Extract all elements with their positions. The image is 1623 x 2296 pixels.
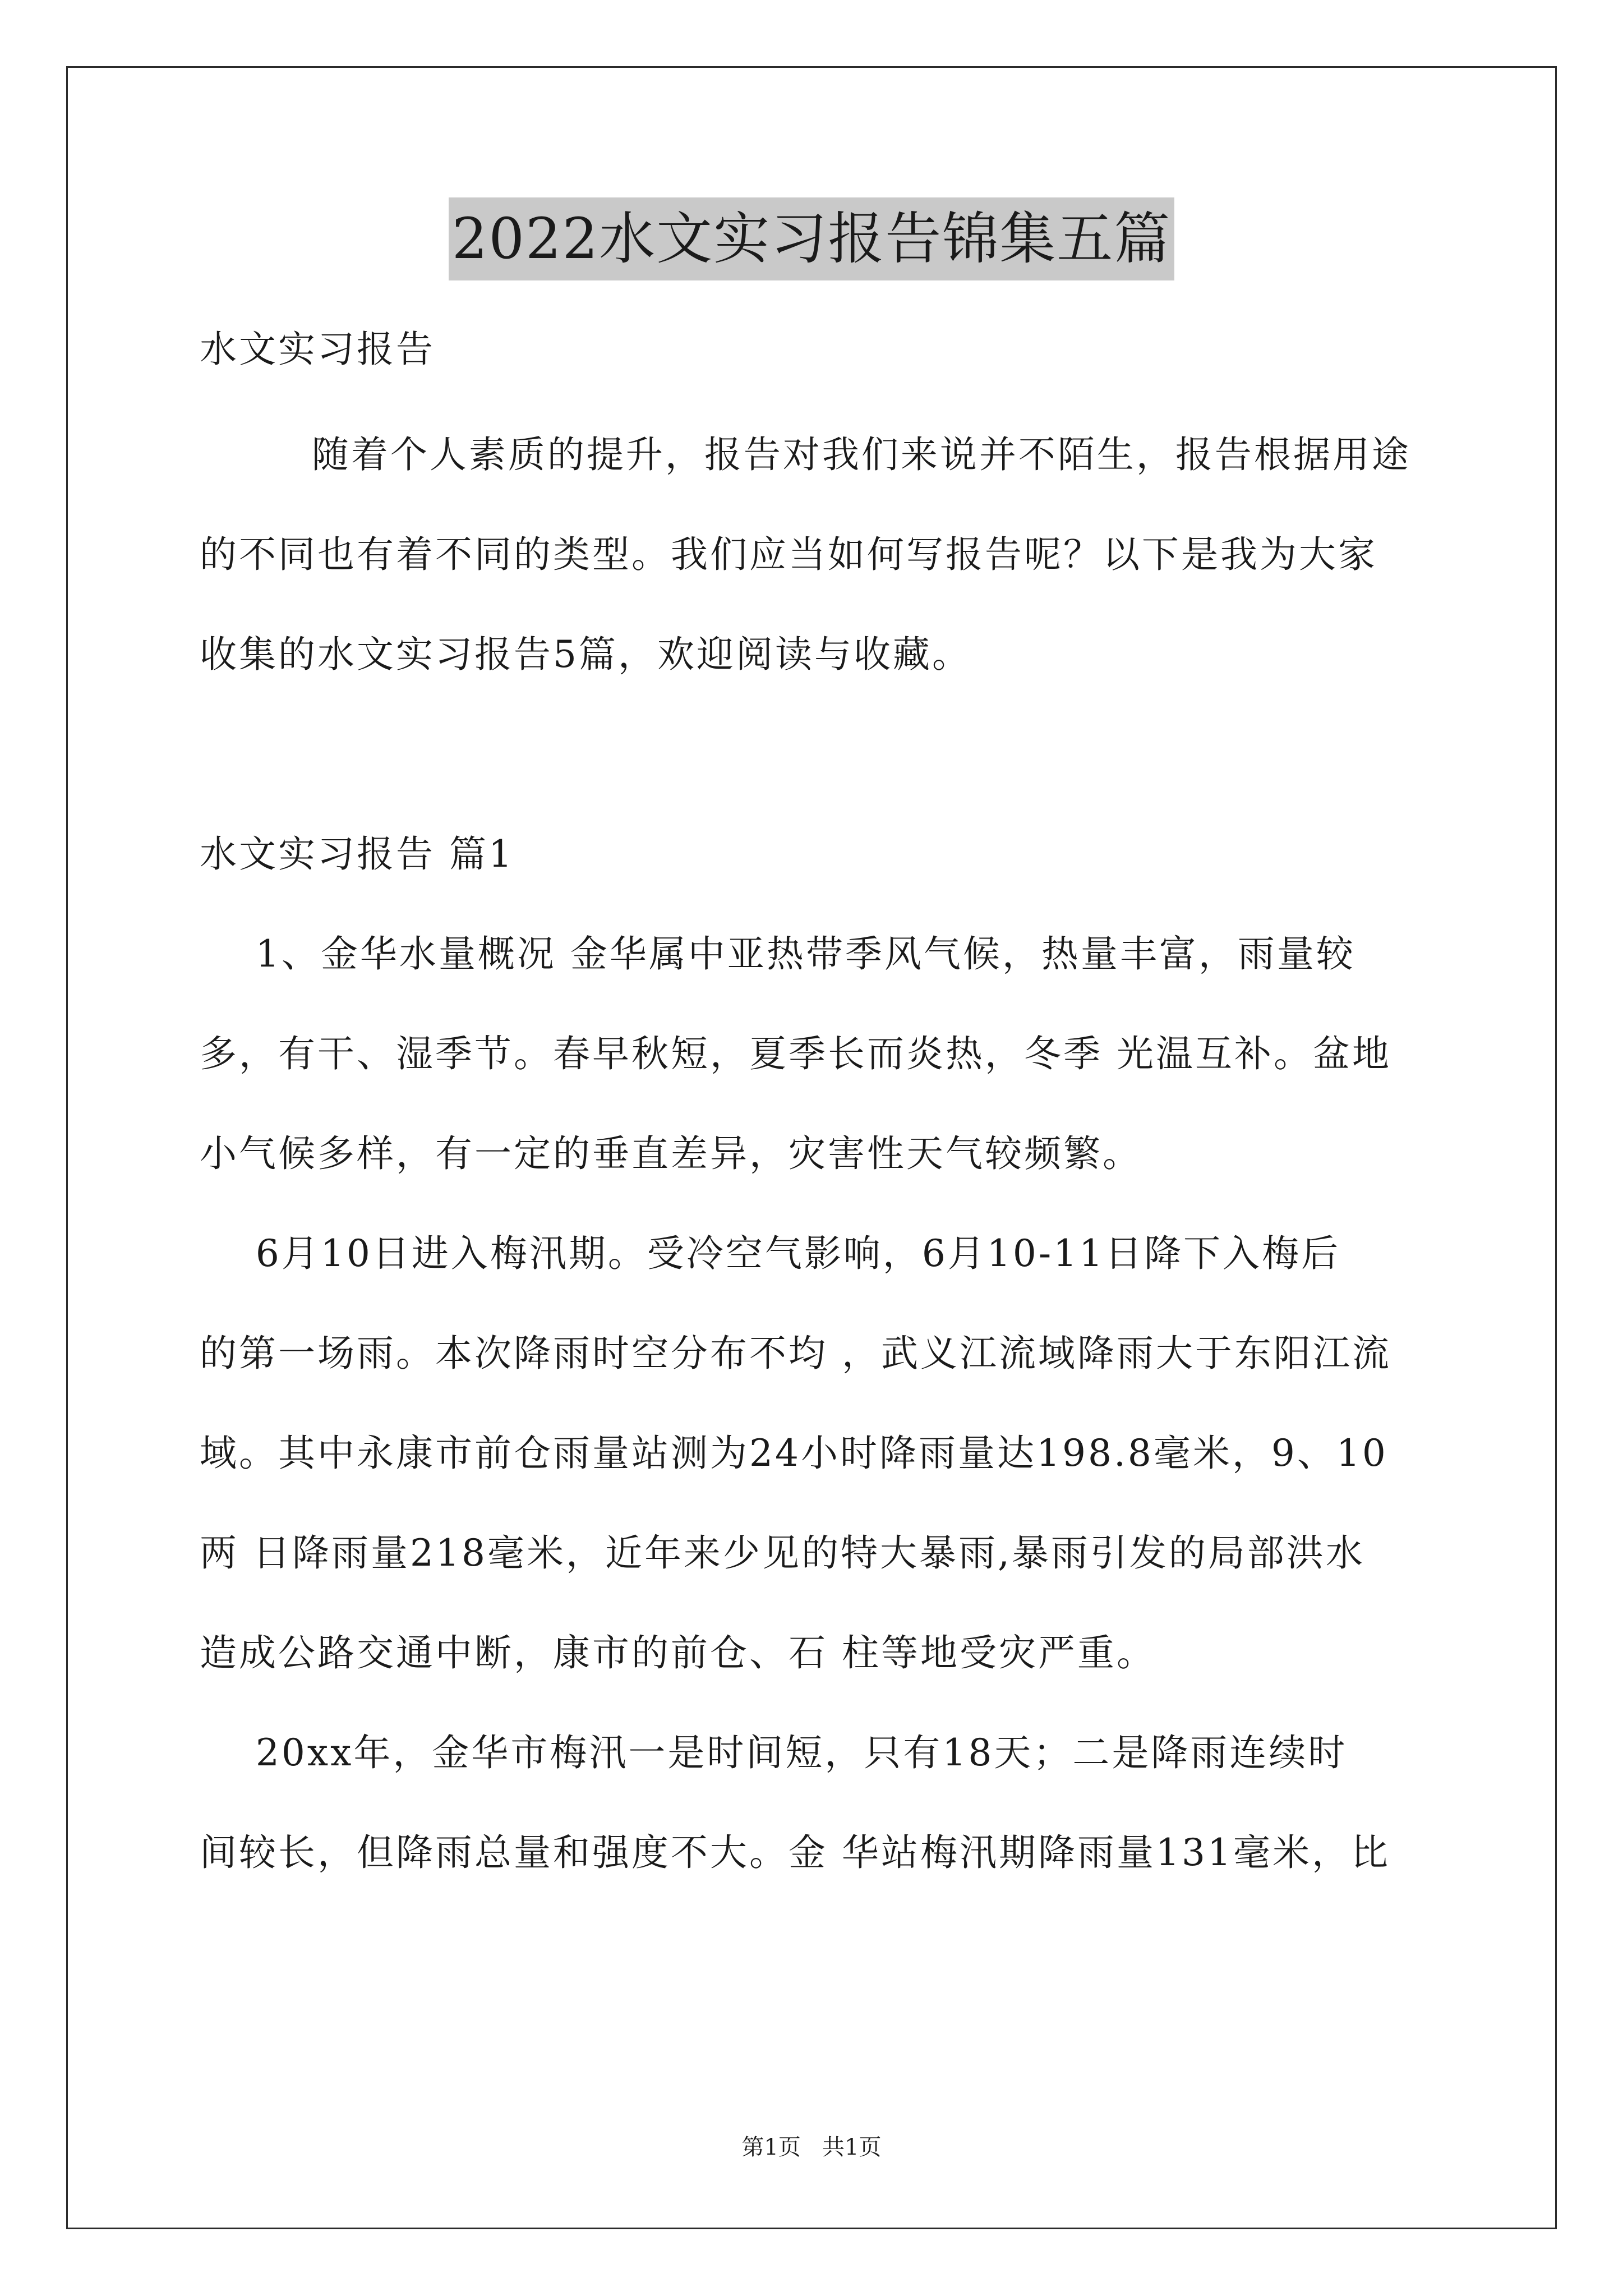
document-body: [200, 319, 1431, 1884]
blank-line: [200, 724, 1431, 785]
text-line: 随着个人素质的提升，报告对我们来说并不陌生，报告根据用途: [200, 433, 1411, 476]
text-line: 间较长，但降雨总量和强度不大。金 华站梅汛期降雨量131毫米，比: [200, 1831, 1390, 1874]
section-heading: 水文实习报告: [200, 328, 435, 371]
text-line: 的第一场雨。本次降雨时空分布不均 ，武义江流域降雨大于东阳江流: [200, 1332, 1391, 1375]
text-line: 收集的水文实习报告5篇，欢迎阅读与收藏。: [200, 633, 971, 676]
text-line: 20xx年，金华市梅汛一是时间短，只有18天；二是降雨连续时: [200, 1731, 1348, 1774]
text-line: 1、金华水量概况 金华属中亚热带季风气候，热量丰富，雨量较: [200, 932, 1355, 976]
document-title: 2022水文实习报告锦集五篇: [449, 197, 1175, 280]
text-line: 小气候多样，有一定的垂直差异，灾害性天气较频繁。: [200, 1132, 1142, 1175]
text-line: 多，有干、湿季节。春早秋短，夏季长而炎热，冬季 光温互补。盆地: [200, 1032, 1391, 1075]
text-line: 两 日降雨量218毫米，近年来少见的特大暴雨,暴雨引发的局部洪水: [200, 1531, 1365, 1575]
text-line: 6月10日进入梅汛期。受冷空气影响，6月10-11日降下入梅后: [200, 1232, 1341, 1275]
section-heading: 水文实习报告 篇1: [200, 832, 514, 876]
title-wrap: [0, 197, 1623, 280]
text-line: 造成公路交通中断，康市的前仓、石 柱等地受灾严重。: [200, 1631, 1156, 1674]
page-footer: 第1页 共1页: [741, 2134, 882, 2160]
text-line: 域。其中永康市前仓雨量站测为24小时降雨量达198.8毫米，9、10: [200, 1432, 1388, 1475]
text-line: 的不同也有着不同的类型。我们应当如何写报告呢？以下是我为大家: [200, 533, 1377, 576]
